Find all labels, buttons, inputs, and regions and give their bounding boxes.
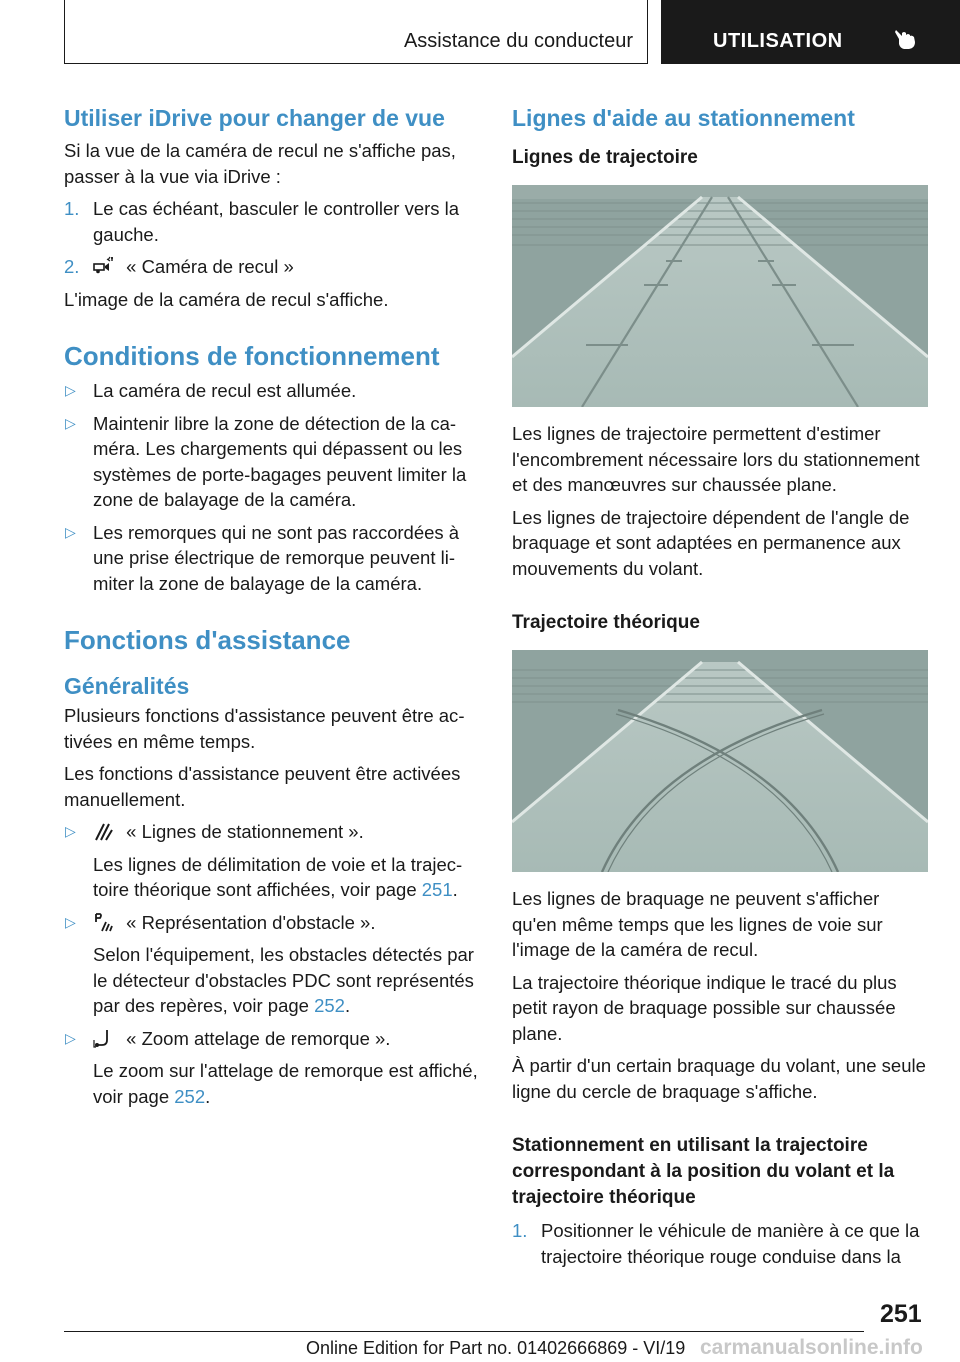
heading-trajectoire-theorique: Trajectoire théorique	[512, 612, 700, 633]
heading-lignes-aide: Lignes d'aide au stationnement	[512, 105, 855, 131]
paragraph-theorique-3: À partir d'un certain braquage du volant, une seule ligne du cercle de braquage s'affiche.	[512, 1055, 926, 1102]
function-desc-end: .	[205, 1085, 211, 1107]
paragraph-image: L'image de la caméra de recul s'affiche.	[64, 288, 389, 310]
paragraph-generalites-1: Plusieurs fonctions d'assistance peuvent être activées en même temps.	[64, 705, 465, 752]
heading-lignes-trajectoire: Lignes de trajectoire	[512, 147, 698, 168]
heading-conditions: Conditions de fonctionnement	[64, 341, 440, 371]
bullet-triangle-icon: ▷	[65, 414, 76, 431]
condition-item	[64, 520, 478, 597]
page-number: 251	[880, 1300, 922, 1328]
step-item	[64, 196, 478, 247]
paragraph-trajectoire-2: Les lignes de trajectoire dépendent de l'angle de braquage et sont adaptées en permanence aux mouvements du volant.	[512, 506, 910, 579]
theoretical-trajectory-figure	[512, 650, 928, 872]
paragraph-theorique-2: La trajectoire théorique indique le tracé du plus petit rayon de braquage possible sur chaussée plane.	[512, 971, 897, 1044]
function-item	[64, 910, 478, 936]
step-item	[512, 1218, 928, 1269]
footer-divider	[64, 1331, 864, 1332]
paragraph-trajectoire-1: Les lignes de trajectoire permettent d'estimer l'encombrement nécessaire lors du stationnement et des manœuvres sur chaussée plane.	[512, 423, 920, 495]
step-text: Positionner le véhicule de manière à ce que la trajectoire théorique rouge conduise dans la	[541, 1220, 920, 1267]
parking-lines-icon	[93, 821, 115, 841]
function-item	[64, 819, 478, 845]
function-item	[64, 1026, 478, 1052]
left-column	[64, 98, 478, 1109]
step-text: « Caméra de recul »	[126, 256, 294, 277]
page-header	[64, 0, 960, 66]
trajectory-lines-illustration	[512, 185, 928, 407]
function-description	[64, 852, 478, 903]
function-desc-text: Les lignes de délimitation de voie et la trajectoire théorique sont affichées, voir page	[93, 853, 463, 900]
function-desc-end: .	[344, 995, 351, 1016]
bullet-triangle-icon: ▷	[65, 1029, 76, 1046]
step-text: Le cas échéant, basculer le controller vers la gauche.	[93, 198, 460, 245]
rear-camera-icon	[93, 256, 115, 276]
pointing-hand-icon	[893, 26, 919, 52]
trailer-hitch-zoom-icon	[93, 1028, 115, 1048]
condition-item	[64, 378, 478, 404]
function-description	[64, 942, 478, 1019]
heading-idrive: Utiliser iDrive pour changer de vue	[64, 105, 445, 131]
condition-text: Maintenir libre la zone de détection de la caméra. Les chargements qui dépassent ou les systèmes de porte-bagages peuvent limiter la zone de balayage de la caméra.	[93, 412, 467, 510]
page-link[interactable]: 252	[314, 995, 345, 1016]
chapter-tab-label: UTILISATION	[713, 30, 843, 52]
step-item	[64, 254, 478, 280]
chapter-tab	[661, 0, 960, 64]
bullet-triangle-icon: ▷	[65, 382, 76, 398]
paragraph-theorique-1: Les lignes de braquage ne peuvent s'afficher qu'en même temps que les lignes de voie sur l'image de la caméra de recul.	[512, 888, 883, 960]
footer-edition: Online Edition for Part no. 01402666869 - VI/19	[306, 1338, 686, 1358]
right-column	[512, 98, 928, 1269]
bullet-triangle-icon: ▷	[65, 523, 76, 540]
page-link[interactable]: 252	[174, 1085, 206, 1107]
step-number: 1.	[512, 1220, 528, 1241]
obstacle-display-icon	[93, 912, 115, 932]
step-number: 1.	[64, 198, 80, 219]
function-desc-text: Selon l'équipement, les obstacles détectés par le détecteur d'obstacles PDC sont représentés par des repères, voir page	[93, 944, 474, 1016]
header-section-box	[64, 0, 648, 64]
section-title: Assistance du conducteur	[403, 30, 633, 52]
heading-stationnement: Stationnement en utilisant la trajectoire correspondant à la position du volant et la trajectoire théorique	[512, 1135, 895, 1208]
paragraph-generalites-2: Les fonctions d'assistance peuvent être activées manuellement.	[64, 763, 461, 810]
condition-text: La caméra de recul est allumée.	[93, 380, 357, 401]
heading-fonctions: Fonctions d'assistance	[64, 625, 351, 655]
function-description	[64, 1058, 478, 1109]
page-link[interactable]: 251	[421, 879, 453, 900]
theoretical-trajectory-illustration	[512, 650, 928, 872]
bullet-triangle-icon: ▷	[65, 823, 76, 839]
step-number: 2.	[64, 256, 80, 277]
function-label: « Zoom attelage de remorque ».	[126, 1027, 391, 1049]
bullet-triangle-icon: ▷	[65, 913, 76, 930]
function-desc-text: Le zoom sur l'attelage de remorque est affiché, voir page	[93, 1060, 478, 1107]
condition-text: Les remorques qui ne sont pas raccordées à une prise électrique de remorque peuvent limiter la zone de balayage de la caméra.	[93, 521, 460, 594]
function-desc-end: .	[452, 879, 458, 900]
footer-watermark: carmanualsonline.info	[700, 1336, 923, 1359]
function-label: « Lignes de stationnement ».	[126, 821, 364, 842]
heading-generalites: Généralités	[64, 673, 190, 699]
function-label: « Représentation d'obstacle ».	[126, 911, 376, 933]
condition-item	[64, 411, 478, 513]
paragraph-idrive: Si la vue de la caméra de recul ne s'affiche pas, passer à la vue via iDrive :	[64, 140, 456, 187]
trajectory-lines-figure	[512, 185, 928, 407]
